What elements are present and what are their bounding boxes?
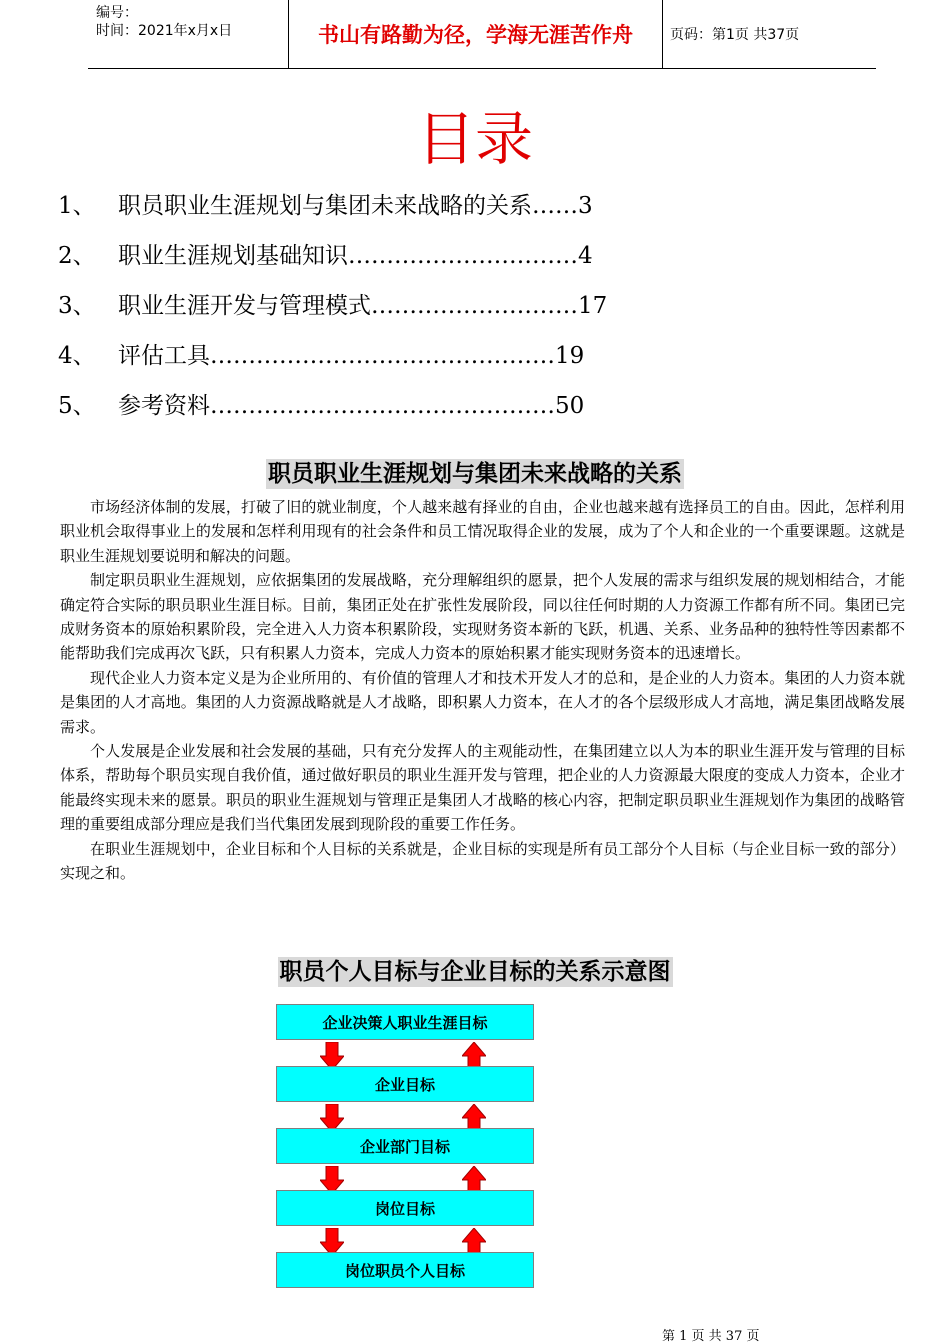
paragraph: 市场经济体制的发展，打破了旧的就业制度，个人越来越有择业的自由，企业也越来越有选择员工的自由。因此，怎样利用职业机会取得事业上的发展和怎样利用现有的社会条件和员工情况取得企业的发展，成为了个人和企业的一个重要课题。这就是职业生涯规划要说明和解决的问题。 [60, 498, 905, 565]
diagram-box: 岗位职员个人目标 [276, 1252, 534, 1288]
toc-item-text: 职业生涯规划基础知识…………………………4 [118, 242, 593, 269]
toc-item-text: 评估工具………………………………………19 [118, 342, 585, 369]
toc-item[interactable] [58, 228, 678, 278]
page-header [88, 0, 876, 69]
paragraph: 现代企业人力资本定义是为企业所用的、有价值的管理人才和技术开发人才的总和，是企业的人力资本。集团的人力资本就是集团的人才高地。集团的人力资源战略就是人才战略，即积累人力资本，在人才的各个层级形成人才高地，满足集团战略发展需求。 [60, 668, 905, 736]
header-left-cell [88, 0, 288, 68]
diagram-title-text: 职员个人目标与企业目标的关系示意图 [279, 959, 671, 985]
toc-item-number: 4、 [58, 342, 96, 369]
table-of-contents [58, 178, 678, 428]
toc-item-text: 参考资料………………………………………50 [118, 392, 585, 419]
toc-item[interactable] [58, 378, 678, 428]
section-body [60, 495, 905, 886]
toc-item[interactable] [58, 328, 678, 378]
header-motto: 书山有路勤为径，学海无涯苦作舟 [288, 0, 663, 68]
paragraph: 个人发展是企业发展和社会发展的基础，只有充分发挥人的主观能动性，在集团建立以人为本的职业生涯开发与管理的目标体系，帮助每个职员实现自我价值，通过做好职员的职业生涯开发与管理，把企业的人力资源最大限度的变成人力资本，企业才能最终实现未来的愿景。职员的职业生涯规划与管理正是集团人才战略的核心内容，把制定职员职业生涯规划作为集团的战略管理的重要组成部分理应是我们当代集团发展到现阶段的重要工作任务。 [60, 742, 905, 834]
toc-item-number: 5、 [58, 392, 96, 419]
header-page-info: 页码：第1页 共37页 [670, 27, 800, 43]
toc-title: 目录 [416, 105, 533, 173]
goal-relationship-diagram [270, 1000, 550, 1300]
diagram-title [0, 953, 950, 986]
section-title [0, 455, 950, 488]
toc-item-number: 3、 [58, 292, 96, 319]
paragraph: 制定职员职业生涯规划，应依据集团的发展战略，充分理解组织的愿景，把个人发展的需求与组织发展的规划相结合，才能确定符合实际的职员职业生涯目标。目前，集团正处在扩张性发展阶段，同以往任何时期的人力资源工作都有所不同。集团已完成财务资本的原始积累阶段，完全进入人力资本积累阶段，实现财务资本新的飞跃，机遇、关系、业务品种的独特性等因素都不能帮助我们完成再次飞跃，只有积累人力资本，完成人力资本的原始积累才能实现财务资本的迅速增长。 [60, 571, 905, 663]
toc-item[interactable] [58, 178, 678, 228]
toc-item-number: 2、 [58, 242, 96, 269]
paragraph: 在职业生涯规划中，企业目标和个人目标的关系就是，企业目标的实现是所有员工部分个人目标（与企业目标一致的部分）实现之和。 [60, 839, 905, 883]
time-label: 时间：2021年x月x日 [96, 23, 233, 39]
number-label: 编号： [96, 5, 138, 21]
diagram-box: 企业部门目标 [276, 1128, 534, 1164]
section-title-text: 职员职业生涯规划与集团未来战略的关系 [268, 461, 682, 487]
toc-item-number: 1、 [58, 192, 96, 219]
page-footer: 第 1 页 共 37 页 [662, 1329, 760, 1344]
toc-item-text: 职业生涯开发与管理模式………………………17 [118, 292, 608, 319]
diagram-box: 企业决策人职业生涯目标 [276, 1004, 534, 1040]
diagram-box: 企业目标 [276, 1066, 534, 1102]
diagram-box: 岗位目标 [276, 1190, 534, 1226]
toc-item[interactable] [58, 278, 678, 328]
toc-item-text: 职员职业生涯规划与集团未来战略的关系……3 [118, 192, 593, 219]
